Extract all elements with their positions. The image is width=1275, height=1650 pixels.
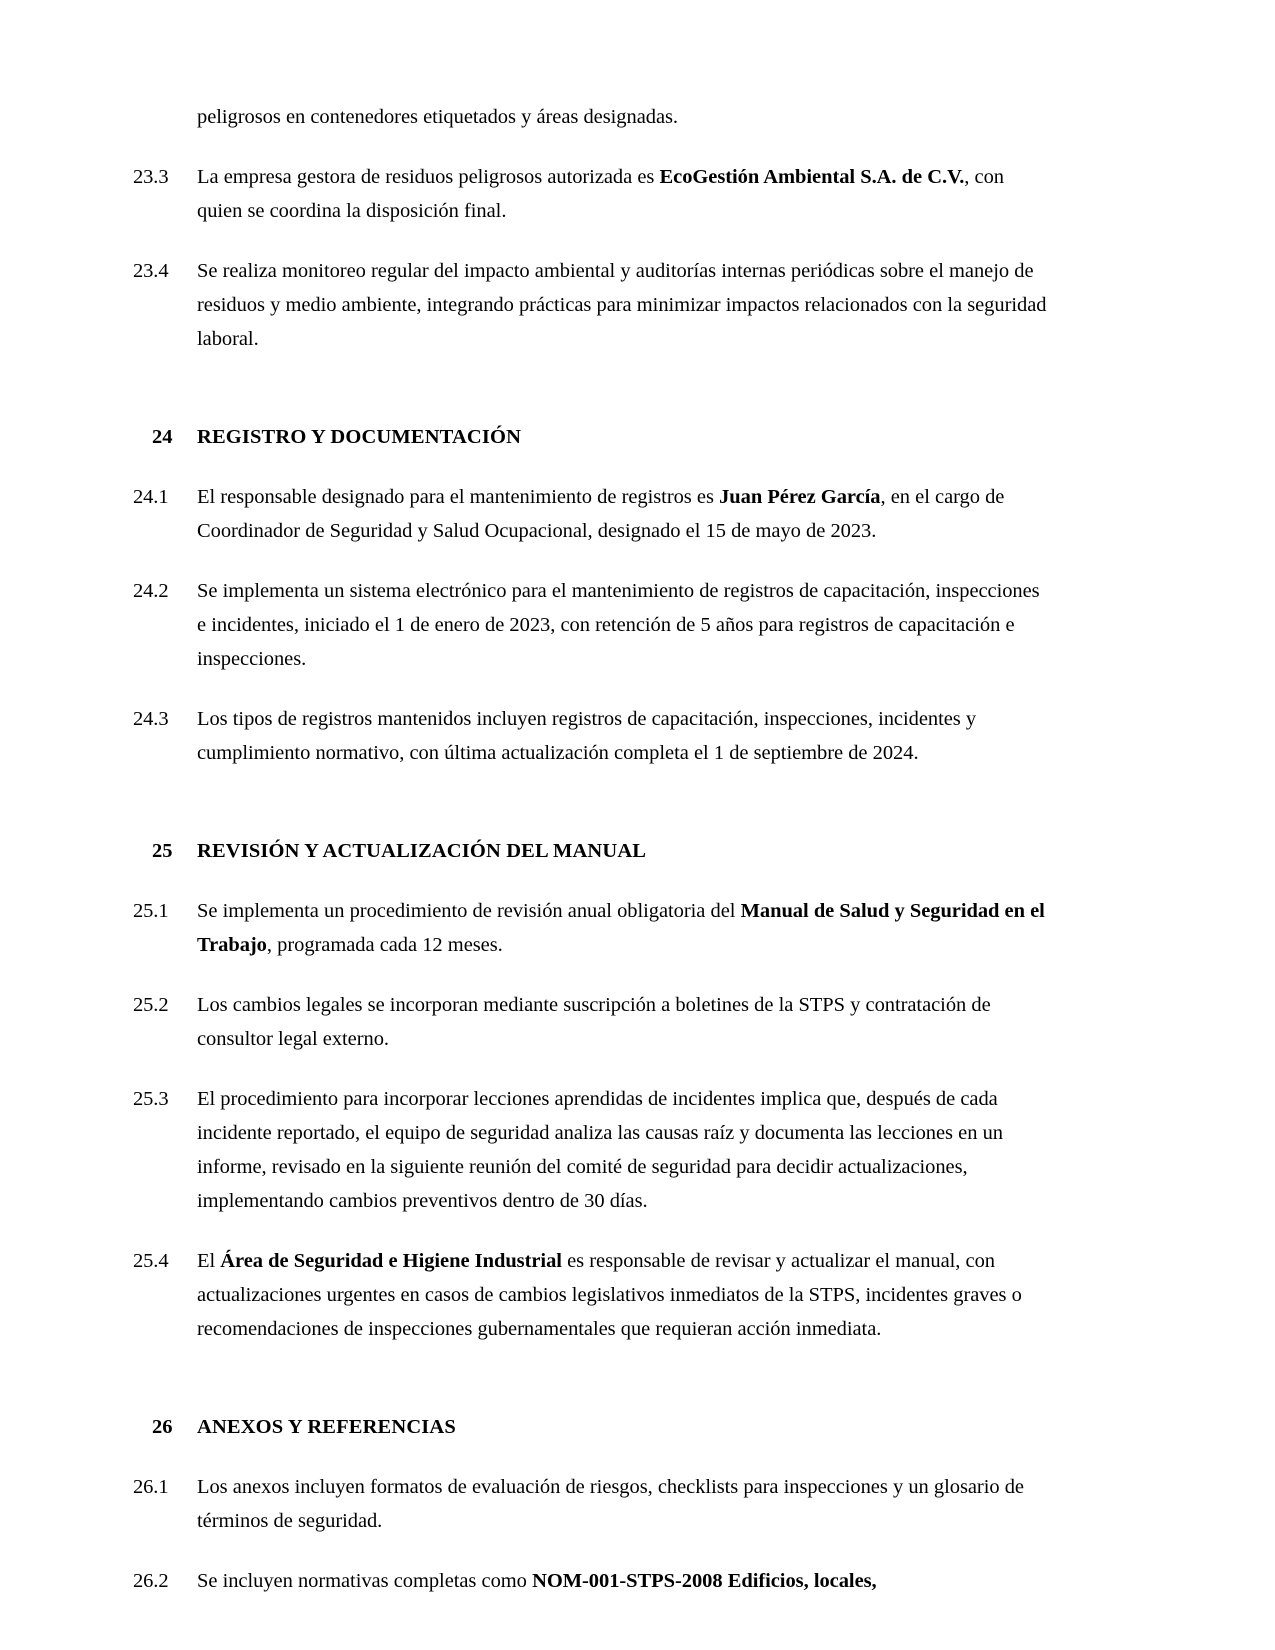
clause xyxy=(133,988,1053,1056)
page-content xyxy=(133,100,1053,1598)
clause-group-24 xyxy=(133,480,1053,770)
clause xyxy=(133,1564,1053,1598)
emphasis-text: Manual de Salud y Seguridad en el Trabajo xyxy=(197,900,1045,956)
clause-text xyxy=(197,894,1053,962)
body-text: Se realiza monitoreo regular del impacto ambiental y auditorías internas periódicas sobre el manejo de residuos y medio ambiente, integrando prácticas para minimizar impactos relacionados con la seguridad laboral. xyxy=(197,260,1047,350)
clause-number: 25.4 xyxy=(133,1250,169,1272)
body-text: Se implementa un sistema electrónico para el mantenimiento de registros de capacitación, inspecciones e incidentes, iniciado el 1 de enero de 2023, con retención de 5 años para registros de capacitación e inspecciones. xyxy=(197,580,1040,670)
continuation-text: peligrosos en contenedores etiquetados y áreas designadas. xyxy=(197,106,679,128)
clause-number: 26.1 xyxy=(133,1476,169,1498)
section-number-24: 24 xyxy=(152,426,173,448)
clause xyxy=(133,480,1053,548)
body-text: , en el cargo de Coordinador de Seguridad y Salud Ocupacional, designado el 15 de mayo de 2023. xyxy=(197,486,1005,542)
section-heading-24 xyxy=(133,420,1053,454)
emphasis-text: Área de Seguridad e Higiene Industrial xyxy=(220,1250,562,1272)
clause-text xyxy=(197,1564,1053,1598)
section-title-24: REGISTRO Y DOCUMENTACIÓN xyxy=(197,426,522,448)
clause-number: 25.2 xyxy=(133,994,169,1016)
clause-number: 23.3 xyxy=(133,166,169,188)
section-title-25: REVISIÓN Y ACTUALIZACIÓN DEL MANUAL xyxy=(197,840,647,862)
clause xyxy=(133,702,1053,770)
clause-number: 25.1 xyxy=(133,900,169,922)
clause-number: 24.1 xyxy=(133,486,169,508)
body-text: El procedimiento para incorporar lecciones aprendidas de incidentes implica que, después de cada incidente reportado, el equipo de seguridad analiza las causas raíz y documenta las lecciones en un informe, revisado en la siguiente reunión del comité de seguridad para decidir actualizaciones, implementando cambios preventivos dentro de 30 días. xyxy=(197,1088,1003,1212)
clause-group-23 xyxy=(133,160,1053,356)
body-text: Se incluyen normativas completas como xyxy=(197,1570,533,1592)
clause-group-26 xyxy=(133,1470,1053,1598)
clause-number: 24.3 xyxy=(133,708,169,730)
clause-text xyxy=(197,1244,1053,1346)
section-heading-25 xyxy=(133,834,1053,868)
clause-text xyxy=(197,574,1053,676)
clause-number: 24.2 xyxy=(133,580,169,602)
body-text: La empresa gestora de residuos peligrosos autorizada es xyxy=(197,166,660,188)
body-text: Los cambios legales se incorporan mediante suscripción a boletines de la STPS y contratación de consultor legal externo. xyxy=(197,994,991,1050)
clause xyxy=(133,1470,1053,1538)
body-text: , con quien se coordina la disposición final. xyxy=(197,166,1004,222)
section-number-25: 25 xyxy=(152,840,173,862)
clause xyxy=(133,1244,1053,1346)
clause-text xyxy=(197,988,1053,1056)
clause xyxy=(133,574,1053,676)
clause-text xyxy=(197,1470,1053,1538)
section-title-26: ANEXOS Y REFERENCIAS xyxy=(197,1416,456,1438)
body-text: El xyxy=(197,1250,221,1272)
clause-group-25 xyxy=(133,894,1053,1346)
emphasis-text: Juan Pérez García xyxy=(719,486,881,508)
clause-text xyxy=(197,702,1053,770)
clause-text xyxy=(197,254,1053,356)
clause xyxy=(133,1082,1053,1218)
clause-number: 25.3 xyxy=(133,1088,169,1110)
clause xyxy=(133,894,1053,962)
clause-text xyxy=(197,160,1053,228)
clause-number: 26.2 xyxy=(133,1570,169,1592)
continuation-paragraph xyxy=(133,100,1053,134)
clause-text xyxy=(197,1082,1053,1218)
body-text: Los tipos de registros mantenidos incluyen registros de capacitación, inspecciones, incidentes y cumplimiento normativo, con última actualización completa el 1 de septiembre de 2024. xyxy=(197,708,977,764)
body-text: Se implementa un procedimiento de revisión anual obligatoria del xyxy=(197,900,741,922)
body-text: El responsable designado para el mantenimiento de registros es xyxy=(197,486,720,508)
body-text: Los anexos incluyen formatos de evaluación de riesgos, checklists para inspecciones y un glosario de términos de seguridad. xyxy=(197,1476,1024,1532)
section-number-26: 26 xyxy=(152,1416,173,1438)
clause xyxy=(133,160,1053,228)
emphasis-text: NOM-001-STPS-2008 Edificios, locales, xyxy=(532,1570,877,1592)
section-heading-26 xyxy=(133,1410,1053,1444)
body-text: es responsable de revisar y actualizar el manual, con actualizaciones urgentes en casos de cambios legislativos inmediatos de la STPS, incidentes graves o recomendaciones de inspecciones gubernamentales que requieran acción inmediata. xyxy=(197,1250,1022,1340)
clause-number: 23.4 xyxy=(133,260,169,282)
emphasis-text: EcoGestión Ambiental S.A. de C.V. xyxy=(659,166,965,188)
clause-text xyxy=(197,480,1053,548)
body-text: , programada cada 12 meses. xyxy=(266,934,503,956)
clause xyxy=(133,254,1053,356)
